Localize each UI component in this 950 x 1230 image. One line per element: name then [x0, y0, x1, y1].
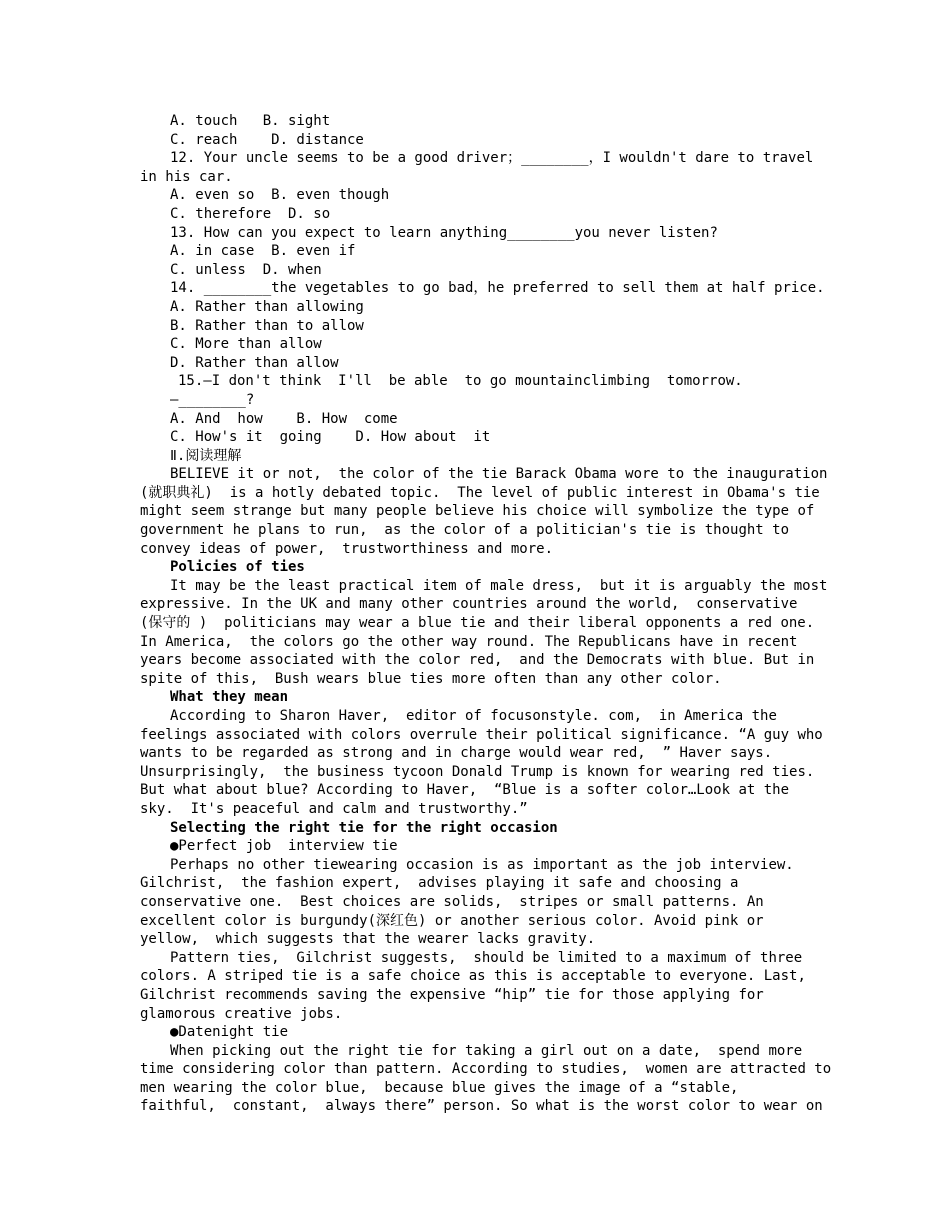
text-line: Pattern ties, Gilchrist suggests, should be limited to a maximum of three	[170, 949, 803, 966]
text-line: Gilchrist recommends saving the expensive “hip” tie for those applying for	[140, 986, 764, 1003]
text-line: C. More than allow	[170, 336, 322, 353]
text-line: faithful, constant, always there” person. So what is the worst color to wear on	[140, 1098, 823, 1115]
text-line: convey ideas of power, trustworthiness and more.	[140, 540, 554, 557]
text-line: conservative one. Best choices are solids, stripes or small patterns. An	[140, 893, 764, 910]
text-line: ●Datenight tie	[170, 1024, 289, 1041]
text-line: A. touch B. sight	[170, 113, 331, 129]
text-line: 13. How can you expect to learn anything________you never listen?	[170, 224, 718, 241]
text-line: excellent color is burgundy(深红色) or another serious color. Avoid pink or	[140, 912, 764, 929]
text-line: glamorous creative jobs.	[140, 1005, 343, 1022]
text-line: C. How's it going D. How about it	[170, 429, 491, 446]
text-line: 12. Your uncle seems to be a good driver；________，I wouldn't dare to travel	[170, 150, 814, 167]
text-line: C. reach D. distance	[170, 131, 364, 148]
text-line: ●Perfect job interview tie	[170, 838, 398, 855]
text-line: wants to be regarded as strong and in charge would wear red, ” Haver says.	[140, 745, 773, 762]
text-line: It may be the least practical item of male dress, but it is arguably the most	[170, 577, 828, 594]
text-line: A. even so B. even though	[170, 187, 390, 204]
text-line: years become associated with the color red, and the Democrats with blue. But in	[140, 652, 815, 669]
text-line: feelings associated with colors overrule their political significance. “A guy who	[140, 726, 823, 743]
text-line: A. And how B. How come	[170, 410, 398, 427]
text-line: Unsurprisingly, the business tycoon Donald Trump is known for wearing red ties.	[140, 763, 815, 780]
text-line: BELIEVE it or not, the color of the tie Barack Obama wore to the inauguration	[170, 466, 828, 483]
text-line: C. therefore D. so	[170, 205, 331, 222]
text-line: time considering color than pattern. According to studies, women are attracted to	[140, 1061, 832, 1078]
text-line: might seem strange but many people believe his choice will symbolize the type of	[140, 503, 815, 520]
text-line: (就职典礼) is a hotly debated topic. The level of public interest in Obama's tie	[140, 484, 820, 501]
text-line: 15.—I don't think I'll be able to go mountainclimbing tomorrow.	[178, 373, 743, 390]
text-line: colors. A striped tie is a safe choice as this is acceptable to everyone. Last,	[140, 968, 806, 985]
text-line: Ⅱ.阅读理解	[170, 447, 242, 464]
text-line: C. unless D. when	[170, 261, 322, 278]
section-heading: Selecting the right tie for the right occasion	[170, 819, 558, 836]
text-line: In America, the colors go the other way round. The Republicans have in recent	[140, 633, 798, 650]
text-line: According to Sharon Haver, editor of focusonstyle. com, in America the	[170, 708, 777, 724]
text-line: (保守的 ) politicians may wear a blue tie and their liberal opponents a red one.	[140, 615, 815, 632]
text-line: yellow, which suggests that the wearer lacks gravity.	[140, 931, 596, 948]
text-line: government he plans to run, as the color of a politician's tie is thought to	[140, 522, 790, 539]
text-line: in his car.	[140, 168, 233, 185]
text-line: expressive. In the UK and many other countries around the world, conservative	[140, 596, 798, 613]
document-page	[0, 112, 950, 1230]
text-line: men wearing the color blue, because blue gives the image of a “stable,	[140, 1079, 739, 1096]
text-line: —________?	[170, 391, 255, 408]
text-line: B. Rather than to allow	[170, 317, 364, 334]
text-line: When picking out the right tie for taking a girl out on a date, spend more	[170, 1042, 803, 1059]
section-heading: What they mean	[170, 689, 289, 706]
text-line: Perhaps no other tiewearing occasion is as important as the job interview.	[170, 856, 794, 873]
text-line: spite of this, Bush wears blue ties more often than any other color.	[140, 670, 722, 687]
text-line: Gilchrist, the fashion expert, advises playing it safe and choosing a	[140, 875, 739, 892]
text-line: D. Rather than allow	[170, 354, 339, 371]
text-line: But what about blue? According to Haver, “Blue is a softer color…Look at the	[140, 782, 790, 799]
text-line: A. in case B. even if	[170, 243, 356, 260]
text-line: A. Rather than allowing	[170, 298, 364, 315]
text-line: 14. ________the vegetables to go bad，he preferred to sell them at half price.	[170, 280, 825, 297]
text-line: sky. It's peaceful and calm and trustworthy.”	[140, 800, 528, 817]
section-heading: Policies of ties	[170, 559, 305, 576]
